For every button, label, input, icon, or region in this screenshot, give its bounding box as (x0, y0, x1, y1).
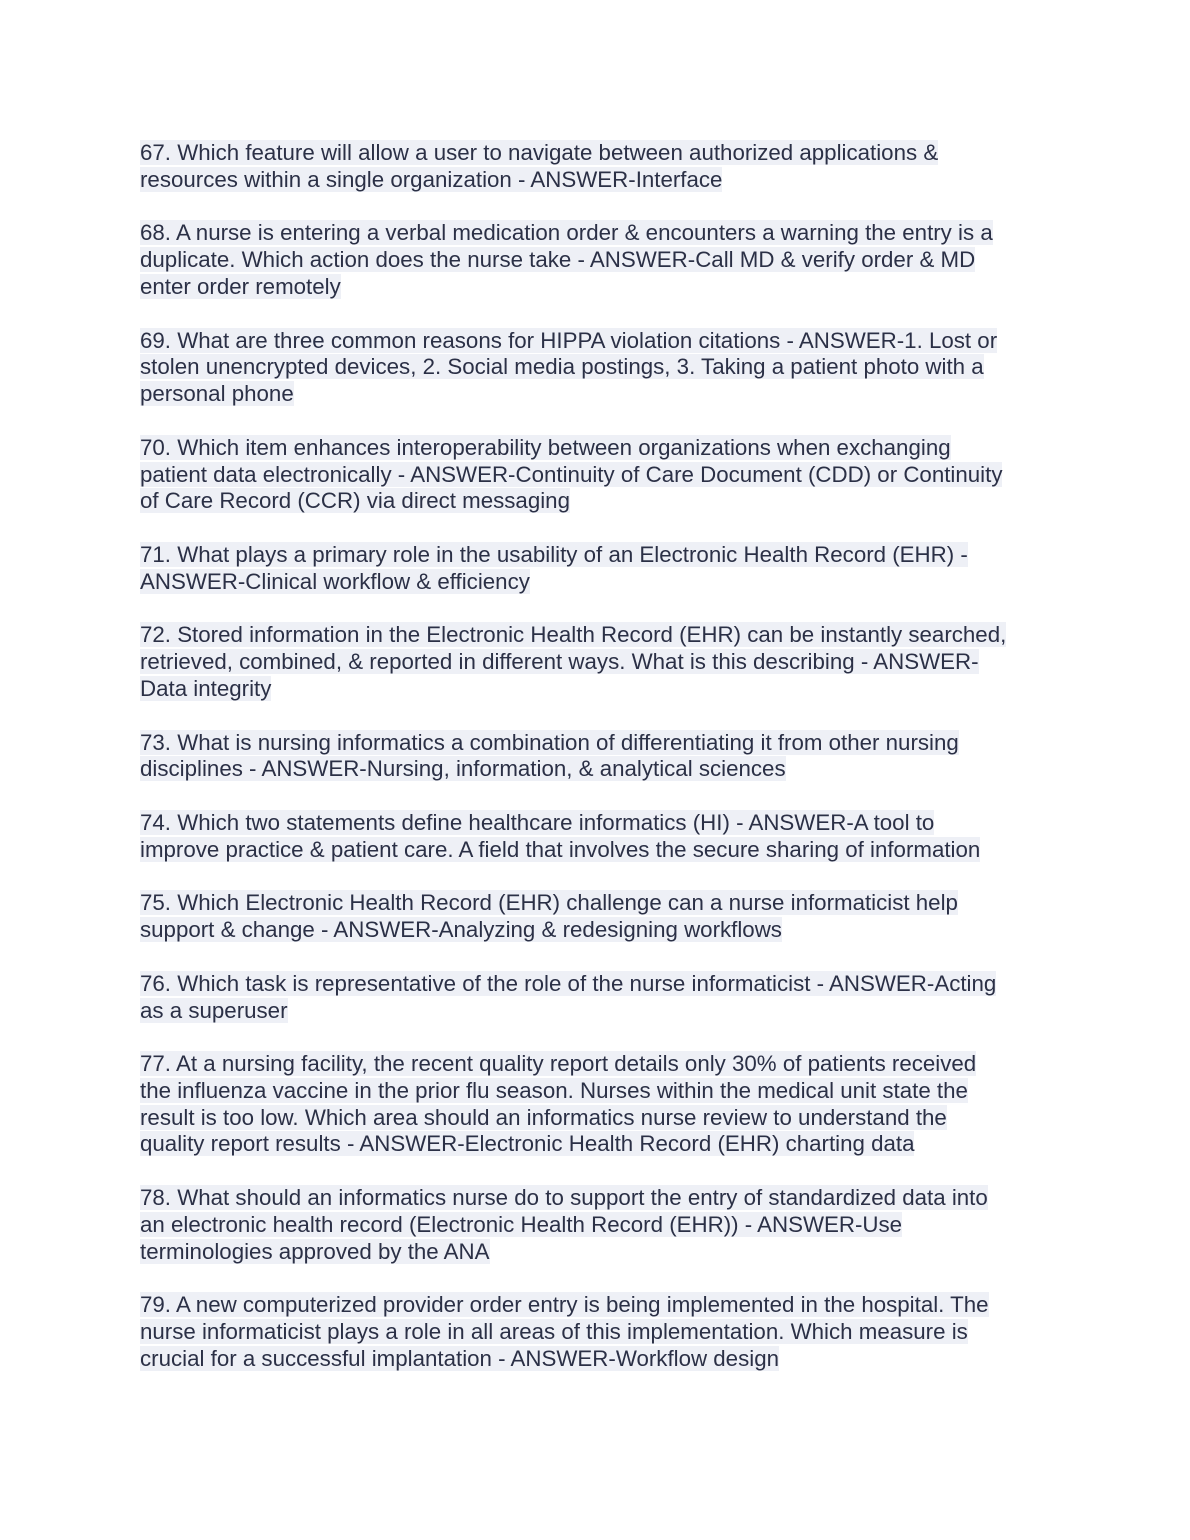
qa-line: as a superuser (140, 997, 288, 1023)
qa-line: improve practice & patient care. A field that involves the secure sharing of information (140, 836, 981, 862)
qa-line: 77. At a nursing facility, the recent quality report details only 30% of patients received (140, 1051, 977, 1077)
qa-item-70 (140, 435, 1050, 515)
qa-line: the influenza vaccine in the prior flu season. Nurses within the medical unit state the (140, 1077, 968, 1103)
qa-line: 79. A new computerized provider order entry is being implemented in the hospital. The (140, 1292, 989, 1318)
qa-line: 70. Which item enhances interoperability between organizations when exchanging (140, 434, 951, 460)
qa-line: 68. A nurse is entering a verbal medication order & encounters a warning the entry is a (140, 220, 993, 246)
qa-line: resources within a single organization - ANSWER-Interface (140, 166, 723, 192)
qa-item-71 (140, 542, 1050, 596)
qa-line: nurse informaticist plays a role in all areas of this implementation. Which measure is (140, 1319, 968, 1345)
qa-line: enter order remotely (140, 273, 341, 299)
qa-item-69 (140, 328, 1050, 408)
qa-item-76 (140, 971, 1050, 1025)
qa-item-74 (140, 810, 1050, 864)
qa-line: retrieved, combined, & reported in different ways. What is this describing - ANSWER- (140, 649, 979, 675)
qa-item-79 (140, 1292, 1050, 1372)
qa-line: terminologies approved by the ANA (140, 1238, 490, 1264)
qa-line: personal phone (140, 381, 294, 407)
qa-line: 76. Which task is representative of the role of the nurse informaticist - ANSWER-Acting (140, 970, 997, 996)
qa-item-68 (140, 220, 1050, 300)
qa-item-78 (140, 1185, 1050, 1265)
qa-line: duplicate. Which action does the nurse take - ANSWER-Call MD & verify order & MD (140, 247, 976, 273)
qa-line: quality report results - ANSWER-Electronic Health Record (EHR) charting data (140, 1131, 915, 1157)
qa-line: disciplines - ANSWER-Nursing, information, & analytical sciences (140, 756, 786, 782)
qa-line: of Care Record (CCR) via direct messaging (140, 488, 570, 514)
qa-line: 71. What plays a primary role in the usability of an Electronic Health Record (EHR) - (140, 541, 968, 567)
qa-line: 67. Which feature will allow a user to navigate between authorized applications & (140, 140, 939, 165)
qa-line: an electronic health record (Electronic Health Record (EHR)) - ANSWER-Use (140, 1211, 903, 1237)
qa-line: ANSWER-Clinical workflow & efficiency (140, 568, 530, 594)
qa-line: 75. Which Electronic Health Record (EHR) challenge can a nurse informaticist help (140, 890, 958, 916)
qa-line: stolen unencrypted devices, 2. Social media postings, 3. Taking a patient photo with a (140, 354, 984, 380)
qa-list (140, 140, 1050, 1373)
qa-line: patient data electronically - ANSWER-Continuity of Care Document (CDD) or Continuity (140, 461, 1003, 487)
qa-line: 73. What is nursing informatics a combination of differentiating it from other nursing (140, 729, 959, 755)
qa-line: result is too low. Which area should an informatics nurse review to understand the (140, 1104, 947, 1130)
qa-line: support & change - ANSWER-Analyzing & redesigning workflows (140, 917, 782, 943)
qa-line: crucial for a successful implantation - ANSWER-Workflow design (140, 1345, 779, 1371)
qa-line: 69. What are three common reasons for HIPPA violation citations - ANSWER-1. Lost or (140, 327, 998, 353)
qa-line: 72. Stored information in the Electronic Health Record (EHR) can be instantly searched, (140, 622, 1007, 648)
qa-item-73 (140, 730, 1050, 784)
qa-line: Data integrity (140, 675, 272, 701)
qa-item-77 (140, 1051, 1050, 1158)
qa-line: 74. Which two statements define healthcare informatics (HI) - ANSWER-A tool to (140, 809, 935, 835)
qa-item-67 (140, 140, 1050, 194)
qa-line: 78. What should an informatics nurse do to support the entry of standardized data into (140, 1185, 988, 1211)
qa-item-72 (140, 622, 1050, 702)
qa-item-75 (140, 890, 1050, 944)
